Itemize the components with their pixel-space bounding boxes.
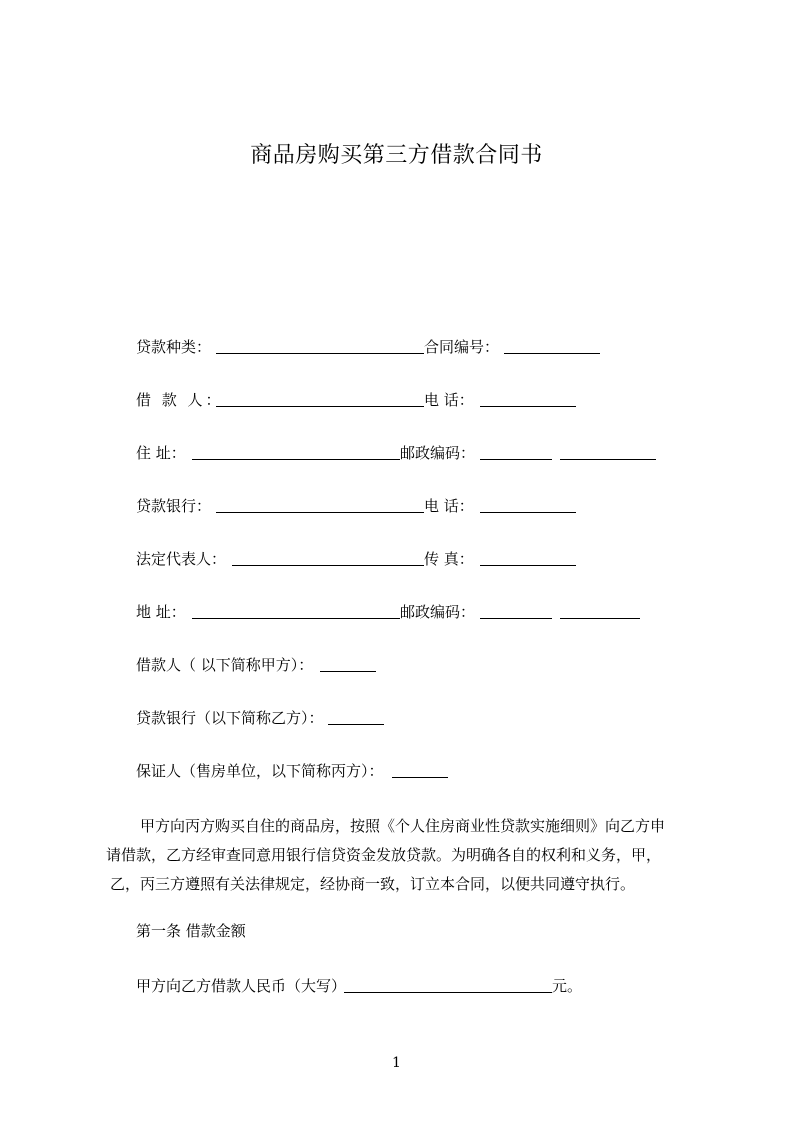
party-a-blank xyxy=(320,671,376,672)
intro-line-3: 乙，丙三方遵照有关法律规定，经协商一致，订立本合同，以便共同遵守执行。 xyxy=(110,875,636,893)
intro-line-1: 甲方向丙方购买自住的商品房，按照《个人住房商业性贷款实施细则》向乙方申 xyxy=(140,817,666,835)
postal-blank-1a xyxy=(480,459,552,460)
page-number: 1 xyxy=(392,1055,401,1071)
intro-line-2: 请借款，乙方经审查同意用银行信贷资金发放贷款。为明确各自的权利和义务，甲， xyxy=(106,846,662,864)
loan-type-blank xyxy=(216,353,424,354)
postal-blank-2b xyxy=(560,618,640,619)
party-b-blank xyxy=(328,724,384,725)
intro-paragraph xyxy=(106,812,716,899)
fax-label: 传 真： xyxy=(424,550,474,568)
postal-blank-1b xyxy=(560,459,656,460)
lender-bank-blank xyxy=(216,512,424,513)
fax-blank xyxy=(480,565,576,566)
postal-label-1: 邮政编码： xyxy=(400,444,476,462)
party-c-label: 保证人（售房单位，以下简称丙方）： xyxy=(136,762,384,780)
borrower-label: 借 款 人： xyxy=(136,391,224,409)
contract-no-blank xyxy=(504,353,600,354)
phone-label-1: 电 话： xyxy=(424,391,474,409)
party-a-label: 借款人（ 以下简称甲方）： xyxy=(136,656,314,674)
article-1-text-before: 甲方向乙方借款人民币（大写） xyxy=(136,977,347,995)
party-c-blank xyxy=(392,777,448,778)
article-1-heading-text: 第一条 借款金额 xyxy=(136,922,246,940)
loan-amount-blank xyxy=(344,992,552,993)
address-label-2: 地 址： xyxy=(136,603,186,621)
phone-blank-1 xyxy=(480,406,576,407)
legal-rep-label: 法定代表人： xyxy=(136,550,227,568)
party-b-label: 贷款银行（以下简称乙方）： xyxy=(136,709,324,727)
address-blank-1 xyxy=(192,459,400,460)
address-label-1: 住 址： xyxy=(136,444,186,462)
address-blank-2 xyxy=(192,618,400,619)
article-1-text-after: 元。 xyxy=(552,977,583,995)
loan-type-label: 贷款种类： xyxy=(136,338,212,356)
lender-bank-label: 贷款银行： xyxy=(136,497,212,515)
borrower-blank xyxy=(216,406,424,407)
legal-rep-blank xyxy=(232,565,424,566)
phone-label-2: 电 话： xyxy=(424,497,474,515)
phone-blank-2 xyxy=(480,512,576,513)
postal-label-2: 邮政编码： xyxy=(400,603,476,621)
document-title: 商品房购买第三方借款合同书 xyxy=(250,143,543,168)
contract-no-label: 合同编号： xyxy=(424,338,500,356)
postal-blank-2a xyxy=(480,618,552,619)
